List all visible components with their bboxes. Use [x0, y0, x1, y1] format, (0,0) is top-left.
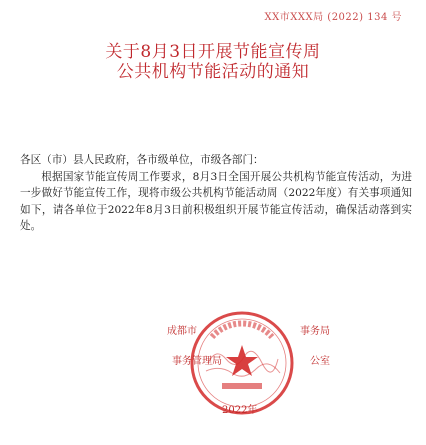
- body-paragraph: 根据国家节能宣传周工作要求，8月3日全国开展公共机构节能宣传活动，为进一步做好节能宣传工作，现将市级公共机构节能活动周（2022年度）有关事项通知如下，请各单位于2022年8月3日前积极组织开展节能宣传活动，确保活动落到实处。: [20, 170, 412, 232]
- signature-left-line-1: 成都市: [167, 326, 197, 337]
- title-line-2: 公共机构节能活动的通知: [116, 62, 310, 82]
- signature-right-line-1: 事务局: [300, 326, 330, 337]
- signature-date: 2022年: [222, 405, 258, 416]
- signature-left-line-2: 事务管理局: [172, 356, 222, 367]
- signature-right-line-2: 公室: [310, 356, 330, 367]
- document-title: [0, 42, 426, 82]
- salutation: 各区（市）县人民政府，各市级单位，市级各部门：: [20, 154, 264, 166]
- document-number: XX市XXX局 (2022) 134 号: [264, 12, 402, 23]
- title-line-1: 关于8月3日开展节能宣传周: [105, 42, 321, 62]
- document-body: [20, 152, 412, 235]
